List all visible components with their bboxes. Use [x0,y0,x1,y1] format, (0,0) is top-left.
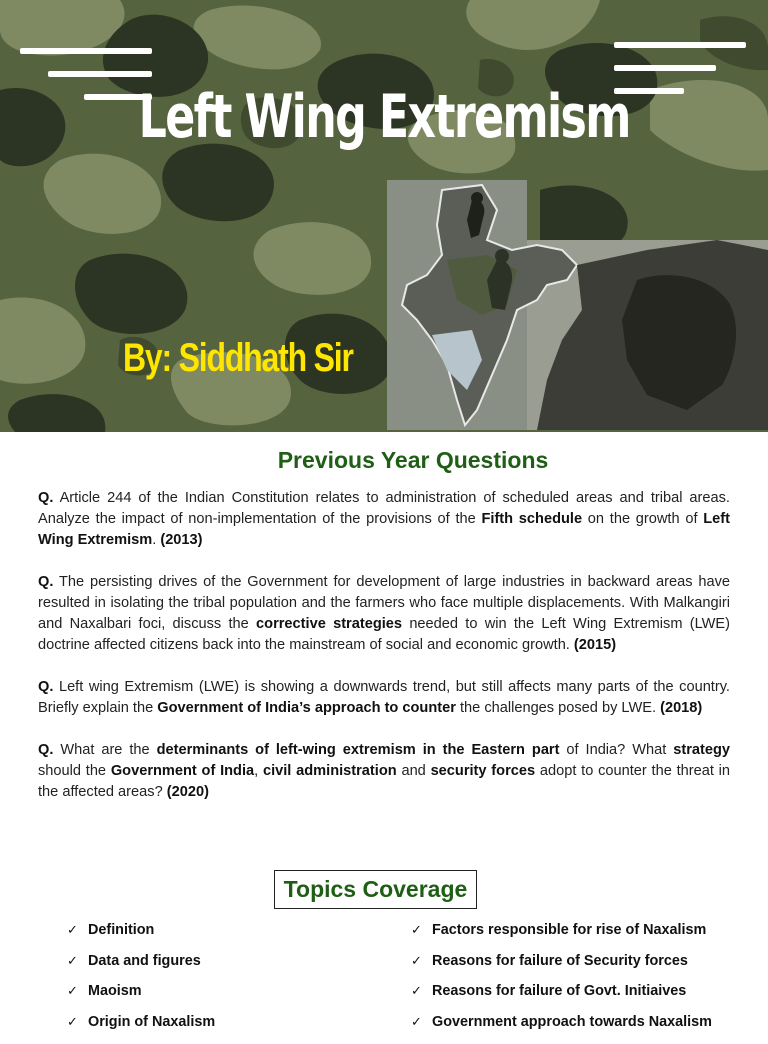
question-item: Q. The persisting drives of the Government for development of large industries in backward areas have resulted in isolating the tribal population and the farmers who face multiple displacements. With Malkangiri and Naxalbari foci, discuss the corrective strategies needed to win the Left Wing Extremism (LWE) doctrine affected citizens back into the mainstream of social and economic growth. (2015) [38,572,730,656]
topic-item [411,983,712,1014]
checkmark-icon: ✓ [411,984,432,999]
topic-item [411,1014,712,1044]
question-item: Q. What are the determinants of left-wing extremism in the Eastern part of India? What strategy should the Government of India, civil administration and security forces adopt to counter the threat in the affected areas? (2020) [38,740,730,803]
soldiers-india-map-image [387,180,768,430]
document-title: Left Wing Extremism [69,82,699,152]
topic-item [67,922,215,953]
topic-item [67,953,215,984]
question-item: Q. Article 244 of the Indian Constitution relates to administration of scheduled areas and tribal areas. Analyze the impact of non-implementation of the provisions of the Fifth schedule on the growth of Left Wing Extremism. (2013) [38,488,730,551]
topic-label: Data and figures [88,953,201,969]
section-heading-previous-year-questions: Previous Year Questions [0,447,768,474]
topic-item [411,922,712,953]
decor-line [614,42,746,48]
checkmark-icon: ✓ [67,954,88,969]
checkmark-icon: ✓ [411,1015,432,1030]
topic-item [67,983,215,1014]
topic-label: Reasons for failure of Govt. Initiaives [432,983,686,999]
topic-label: Definition [88,922,154,938]
checkmark-icon: ✓ [67,1015,88,1030]
author-name: By: Siddhath Sir [123,336,353,381]
checkmark-icon: ✓ [411,954,432,969]
checkmark-icon: ✓ [411,923,432,938]
cover-banner [0,0,768,432]
topic-label: Maoism [88,983,142,999]
topic-item [67,1014,215,1044]
question-list [38,488,730,824]
topic-label: Government approach towards Naxalism [432,1014,712,1030]
topic-item [411,953,712,984]
question-item: Q. Left wing Extremism (LWE) is showing a downwards trend, but still affects many parts of the country. Briefly explain the Government of India’s approach to counter the challenges posed by LWE. (2018) [38,677,730,719]
decor-line [20,48,152,54]
topics-list-right [411,922,712,1044]
checkmark-icon: ✓ [67,984,88,999]
topics-list-left [67,922,215,1044]
checkmark-icon: ✓ [67,923,88,938]
topic-label: Origin of Naxalism [88,1014,215,1030]
topic-label: Reasons for failure of Security forces [432,953,688,969]
decor-line [48,71,152,77]
decor-line [614,65,716,71]
topic-label: Factors responsible for rise of Naxalism [432,922,706,938]
section-heading-topics-coverage: Topics Coverage [274,870,477,909]
